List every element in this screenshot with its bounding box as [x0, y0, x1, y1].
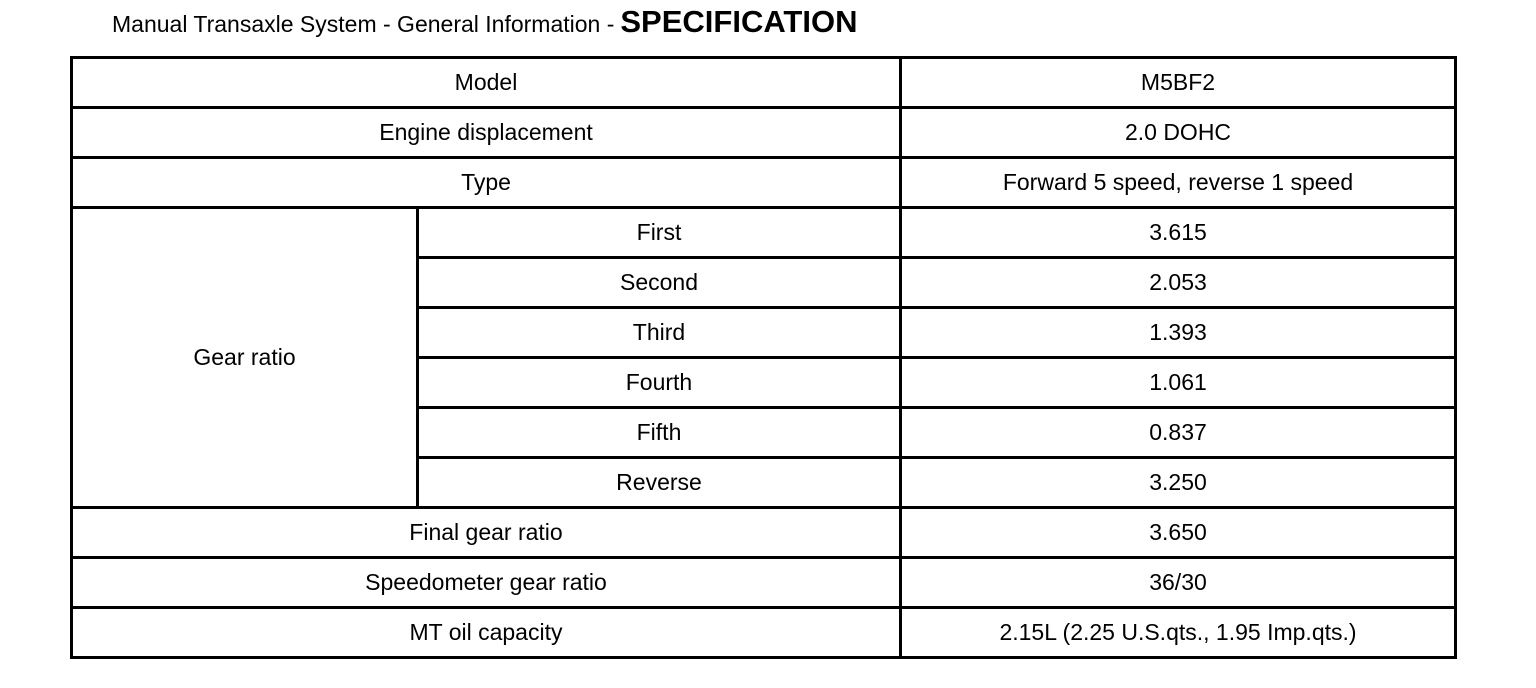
table-row-model — [72, 58, 1456, 108]
model-label: Model — [72, 58, 901, 108]
page-title — [112, 4, 857, 44]
speedometer-gear-ratio-label: Speedometer gear ratio — [72, 558, 901, 608]
engine-displacement-label: Engine displacement — [72, 108, 901, 158]
gear-name-third: Third — [418, 308, 901, 358]
table-row-mt-oil-capacity — [72, 608, 1456, 658]
gear-value-fourth: 1.061 — [901, 358, 1456, 408]
gear-name-fifth: Fifth — [418, 408, 901, 458]
gear-name-second: Second — [418, 258, 901, 308]
final-gear-ratio-label: Final gear ratio — [72, 508, 901, 558]
title-main: SPECIFICATION — [620, 4, 858, 39]
final-gear-ratio-value: 3.650 — [901, 508, 1456, 558]
type-value: Forward 5 speed, reverse 1 speed — [901, 158, 1456, 208]
specification-table — [70, 56, 1457, 659]
table-row-engine-displacement — [72, 108, 1456, 158]
mt-oil-capacity-value: 2.15L (2.25 U.S.qts., 1.95 Imp.qts.) — [901, 608, 1456, 658]
gear-value-reverse: 3.250 — [901, 458, 1456, 508]
table-row-type — [72, 158, 1456, 208]
mt-oil-capacity-label: MT oil capacity — [72, 608, 901, 658]
speedometer-gear-ratio-value: 36/30 — [901, 558, 1456, 608]
type-label: Type — [72, 158, 901, 208]
gear-name-fourth: Fourth — [418, 358, 901, 408]
engine-displacement-value: 2.0 DOHC — [901, 108, 1456, 158]
gear-value-third: 1.393 — [901, 308, 1456, 358]
gear-name-first: First — [418, 208, 901, 258]
table-row-speedometer-gear-ratio — [72, 558, 1456, 608]
title-prefix: Manual Transaxle System - General Information - — [112, 11, 615, 37]
table-row-final-gear-ratio — [72, 508, 1456, 558]
model-value: M5BF2 — [901, 58, 1456, 108]
gear-ratio-label: Gear ratio — [72, 208, 418, 508]
gear-name-reverse: Reverse — [418, 458, 901, 508]
table-row-gear-first — [72, 208, 1456, 258]
gear-value-second: 2.053 — [901, 258, 1456, 308]
gear-value-fifth: 0.837 — [901, 408, 1456, 458]
gear-value-first: 3.615 — [901, 208, 1456, 258]
